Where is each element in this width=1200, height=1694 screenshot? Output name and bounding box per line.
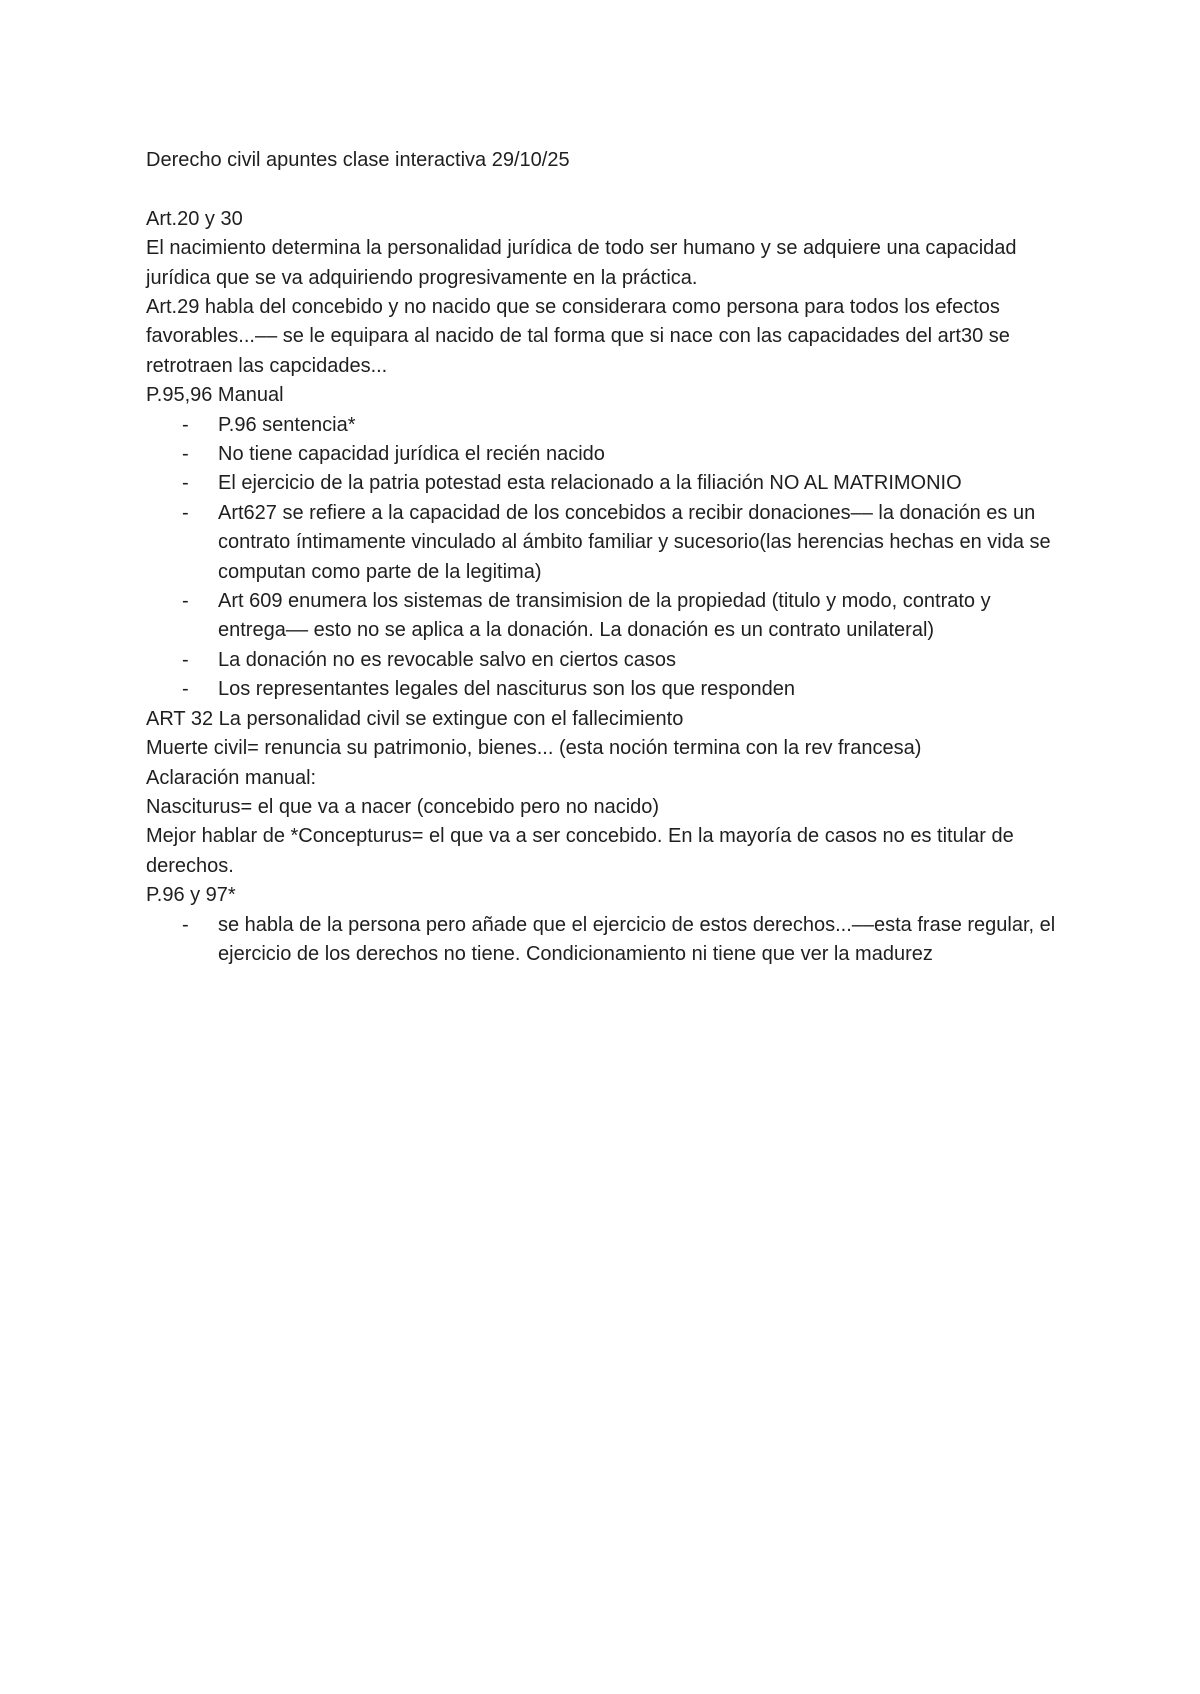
list-item-text: P.96 sentencia* bbox=[218, 413, 356, 436]
list-item-text: El ejercicio de la patria potestad esta relacionado a la filiación NO AL MATRIMONIO bbox=[218, 472, 962, 495]
list-item bbox=[182, 440, 1076, 469]
list-item bbox=[182, 499, 1076, 587]
paragraph-art-29: Art.29 habla del concebido y no nacido que se considerara como persona para todos los efectos favorables...–– se le equipara al nacido de tal forma que si nace con las capacidades del art30 se retrotraen las capcidades... bbox=[146, 296, 1010, 377]
paragraph-art-20-30: Art.20 y 30 bbox=[146, 207, 243, 230]
list-item bbox=[182, 587, 1076, 646]
list-item-text: La donación no es revocable salvo en ciertos casos bbox=[218, 648, 677, 671]
list-item-text: Los representantes legales del nasciturus son los que responden bbox=[218, 678, 796, 701]
paragraph-manual-pages: P.95,96 Manual bbox=[146, 384, 284, 407]
list-item bbox=[182, 911, 1076, 970]
list-item bbox=[182, 469, 1076, 498]
paragraph-p96-97: P.96 y 97* bbox=[146, 884, 236, 907]
list-item-text: Art627 se refiere a la capacidad de los concebidos a recibir donaciones–– la donación es un contrato íntimamente vinculado al ámbito familiar y sucesorio(las herencias hechas en vida se computan como parte de la legitima) bbox=[218, 501, 1051, 583]
dash-bullet: - bbox=[182, 913, 189, 936]
dash-bullet: - bbox=[182, 648, 189, 671]
dash-bullet: - bbox=[182, 413, 189, 436]
list-item-text: Art 609 enumera los sistemas de transimision de la propiedad (titulo y modo, contrato y entrega–– esto no se aplica a la donación. La donación es un contrato unilateral) bbox=[218, 590, 991, 642]
dash-bullet: - bbox=[182, 443, 189, 466]
list-item-text: No tiene capacidad jurídica el recién nacido bbox=[218, 443, 605, 466]
list-item bbox=[182, 675, 1076, 704]
bullet-list-p96-97 bbox=[146, 911, 1076, 970]
paragraph-nacimiento: El nacimiento determina la personalidad jurídica de todo ser humano y se adquiere una capacidad jurídica que se va adquiriendo progresivamente en la práctica. bbox=[146, 237, 1017, 289]
bullet-list-manual bbox=[146, 411, 1076, 705]
list-item bbox=[182, 646, 1076, 675]
document-body bbox=[146, 146, 1076, 969]
blank-line bbox=[146, 175, 1076, 204]
dash-bullet: - bbox=[182, 472, 189, 495]
list-item-text: se habla de la persona pero añade que el ejercicio de estos derechos...––esta frase regular, el ejercicio de los derechos no tiene. Condicionamiento ni tiene que ver la madurez bbox=[218, 913, 1056, 965]
dash-bullet: - bbox=[182, 678, 189, 701]
paragraph-muerte-civil: Muerte civil= renuncia su patrimonio, bienes... (esta noción termina con la rev francesa) bbox=[146, 737, 922, 760]
dash-bullet: - bbox=[182, 590, 189, 613]
paragraph-nasciturus: Nasciturus= el que va a nacer (concebido pero no nacido) bbox=[146, 795, 660, 818]
document-title: Derecho civil apuntes clase interactiva 29/10/25 bbox=[146, 149, 570, 171]
paragraph-art-32: ART 32 La personalidad civil se extingue con el fallecimiento bbox=[146, 707, 684, 730]
list-item bbox=[182, 411, 1076, 440]
dash-bullet: - bbox=[182, 501, 189, 524]
paragraph-concepturus: Mejor hablar de *Concepturus= el que va a ser concebido. En la mayoría de casos no es titular de derechos. bbox=[146, 825, 1014, 877]
paragraph-aclaracion: Aclaración manual: bbox=[146, 766, 317, 789]
